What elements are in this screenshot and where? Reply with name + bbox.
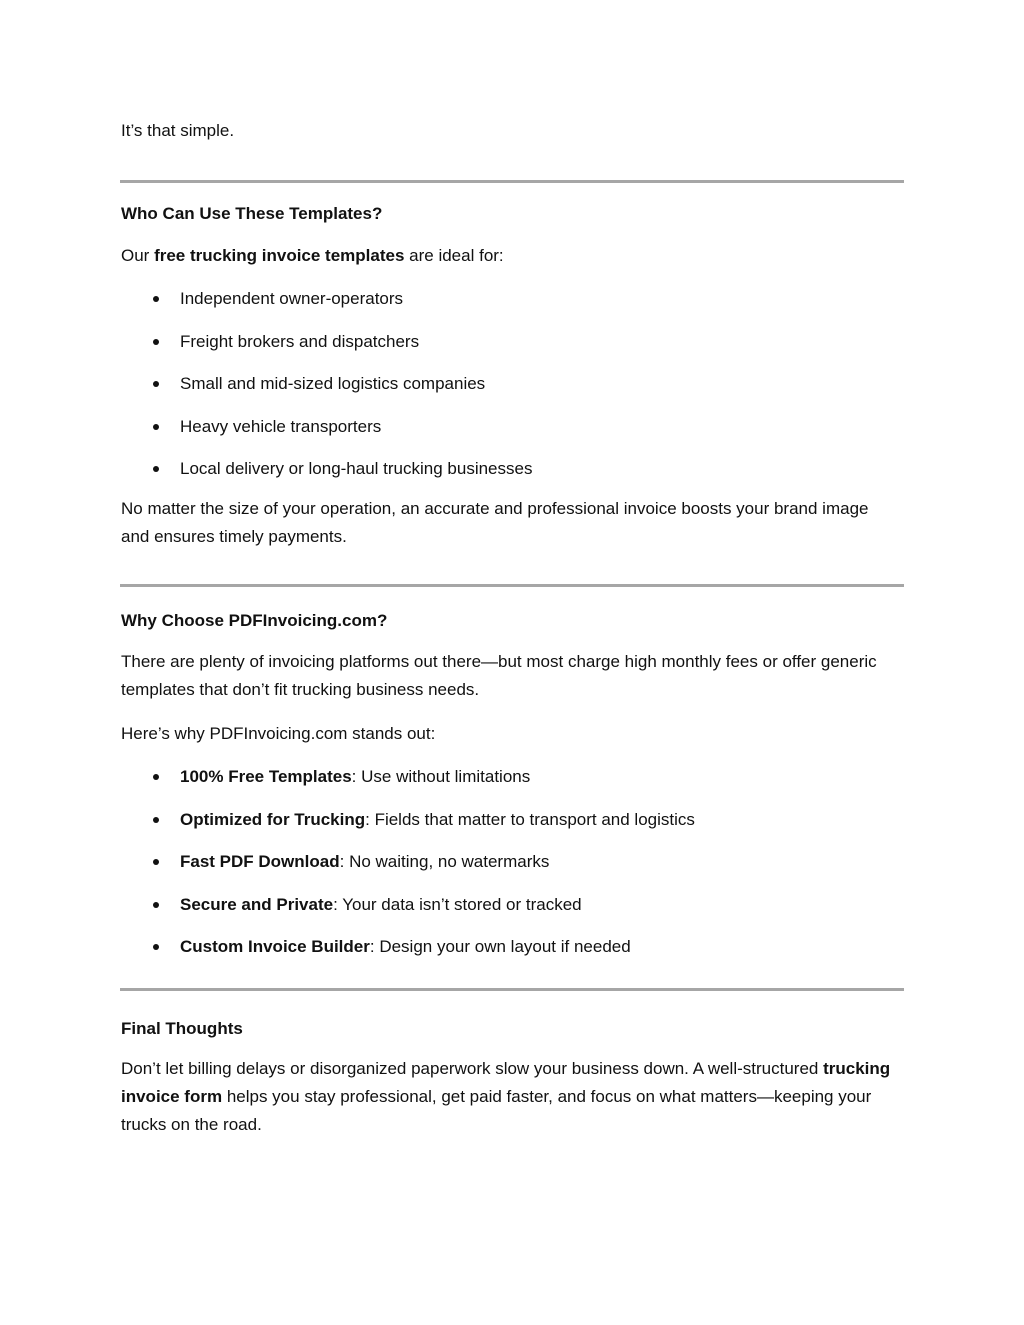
bullet-icon xyxy=(153,339,159,345)
intro-closing-line: It’s that simple. xyxy=(121,121,235,140)
final-text-bold: trucking invoice form xyxy=(121,1059,891,1106)
bullet-icon xyxy=(153,466,159,472)
who-heading: Who Can Use These Templates? xyxy=(121,204,383,223)
list-item-text: Small and mid-sized logistics companies xyxy=(180,374,486,393)
who-lead-paragraph xyxy=(121,242,891,270)
final-paragraph xyxy=(121,1055,891,1139)
bullet-icon xyxy=(153,774,159,780)
section-divider xyxy=(120,180,904,183)
bullet-icon xyxy=(153,424,159,430)
why-benefits-list xyxy=(121,763,891,976)
bullet-icon xyxy=(153,944,159,950)
section-divider xyxy=(120,988,904,991)
list-item-text: : Your data isn’t stored or tracked xyxy=(333,894,582,914)
list-item-bold: Secure and Private xyxy=(180,894,334,914)
list-item-text: : Design your own layout if needed xyxy=(369,937,631,956)
who-audience-list xyxy=(121,285,891,498)
list-item xyxy=(121,370,891,413)
list-item-bold: Fast PDF Download xyxy=(180,852,340,871)
list-item xyxy=(121,891,891,934)
list-item xyxy=(121,763,891,806)
list-item xyxy=(121,455,891,498)
list-item-text: Independent owner-operators xyxy=(180,289,404,308)
list-item xyxy=(121,848,891,891)
section-divider xyxy=(120,584,904,587)
why-heading: Why Choose PDFInvoicing.com? xyxy=(121,611,388,630)
why-intro-paragraph: There are plenty of invoicing platforms out there—but most charge high monthly fees or offer generic templates that don’t fit trucking business needs. xyxy=(121,652,877,699)
list-item xyxy=(121,806,891,849)
final-text-after: helps you stay professional, get paid faster, and focus on what matters—keeping your trucks on the road. xyxy=(121,1087,872,1134)
list-item-bold: Custom Invoice Builder xyxy=(180,937,370,956)
bullet-icon xyxy=(153,381,159,387)
who-lead-after: are ideal for: xyxy=(404,246,504,265)
list-item xyxy=(121,285,891,328)
why-lead-paragraph: Here’s why PDFInvoicing.com stands out: xyxy=(121,724,436,743)
final-heading: Final Thoughts xyxy=(121,1019,243,1038)
list-item-text: : Use without limitations xyxy=(351,767,531,786)
bullet-icon xyxy=(153,859,159,865)
bullet-icon xyxy=(153,902,159,908)
bullet-icon xyxy=(153,296,159,302)
bullet-icon xyxy=(153,817,159,823)
list-item-text: Freight brokers and dispatchers xyxy=(180,331,420,351)
list-item xyxy=(121,933,891,976)
list-item-text: : Fields that matter to transport and logistics xyxy=(365,809,695,829)
list-item-bold: Optimized for Trucking xyxy=(180,809,366,829)
who-summary-paragraph: No matter the size of your operation, an accurate and professional invoice boosts your brand image and ensures timely payments. xyxy=(121,499,869,546)
list-item xyxy=(121,328,891,371)
who-lead-bold: free trucking invoice templates xyxy=(154,246,405,265)
who-lead-before: Our xyxy=(121,246,155,265)
final-text-before: Don’t let billing delays or disorganized paperwork slow your business down. A well-structured xyxy=(121,1059,824,1078)
list-item-bold: 100% Free Templates xyxy=(180,767,352,786)
list-item-text: : No waiting, no watermarks xyxy=(339,852,550,871)
list-item-text: Local delivery or long-haul trucking businesses xyxy=(180,459,533,478)
list-item-text: Heavy vehicle transporters xyxy=(180,416,382,436)
list-item xyxy=(121,413,891,456)
